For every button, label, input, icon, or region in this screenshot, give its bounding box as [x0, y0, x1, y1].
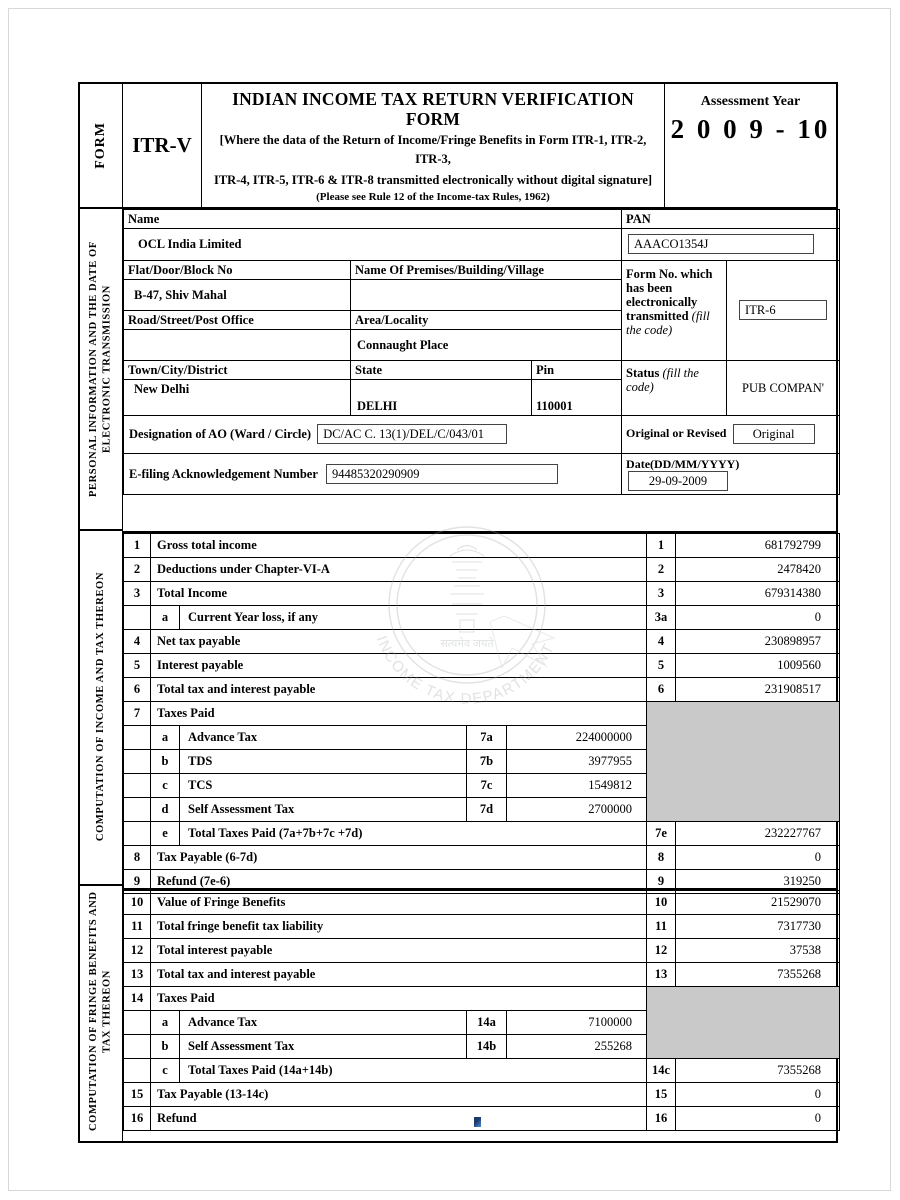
flat-value: B-47, Shiv Mahal	[124, 279, 351, 310]
row-code: 14c	[647, 1058, 676, 1082]
row-sub-letter: e	[151, 821, 180, 845]
row-number: 13	[124, 962, 151, 986]
row-label: Total Taxes Paid (7a+7b+7c +7d)	[180, 821, 647, 845]
pin-label: Pin	[532, 360, 622, 379]
table-row	[124, 557, 840, 581]
area-value: Connaught Place	[351, 329, 622, 360]
form-subtitle-line1: [Where the data of the Return of Income/Fringe Benefits in Form ITR-1, ITR-2, ITR-3,	[219, 133, 647, 166]
row-label: TCS	[180, 773, 467, 797]
row-value: 0	[676, 605, 840, 629]
original-or-revised-cell	[622, 415, 840, 453]
form-code-cell	[123, 84, 202, 207]
table-row	[124, 581, 840, 605]
table-row	[124, 962, 840, 986]
ao-label: Designation of AO (Ward / Circle)	[129, 427, 312, 441]
row-value: 7355268	[676, 1058, 840, 1082]
date-label: Date(DD/MM/YYYY)	[626, 456, 740, 471]
row-code: 8	[647, 845, 676, 869]
state-label: State	[351, 360, 532, 379]
status-label-italic: (fill the code)	[626, 365, 699, 394]
table-row	[124, 821, 840, 845]
row-code: 15	[647, 1082, 676, 1106]
town-value: New Delhi	[124, 379, 351, 415]
row-number-blank	[124, 605, 151, 629]
row-label: Total interest payable	[151, 938, 647, 962]
computation-of-income-table	[123, 533, 840, 894]
table-row	[124, 938, 840, 962]
form-subtitle-line2: ITR-4, ITR-5, ITR-6 & ITR-8 transmitted electronically without digital signature]	[213, 172, 653, 187]
table-row	[124, 605, 840, 629]
table-row	[124, 701, 840, 725]
table-row	[124, 845, 840, 869]
table-row	[124, 1106, 840, 1130]
row-number: 2	[124, 557, 151, 581]
row-inner-code: 7c	[467, 773, 507, 797]
table-row	[124, 677, 840, 701]
table-row	[124, 890, 840, 914]
form-word-cell	[80, 84, 123, 207]
row-label: Advance Tax	[180, 725, 467, 749]
row-code: 11	[647, 914, 676, 938]
row-value: 681792799	[676, 533, 840, 557]
row-number: 16	[124, 1106, 151, 1130]
row-number: 7	[124, 701, 151, 725]
row-number: 11	[124, 914, 151, 938]
table-row	[124, 360, 840, 379]
row-label: Deductions under Chapter-VI-A	[151, 557, 647, 581]
row-number: 9	[124, 869, 151, 893]
row-code: 4	[647, 629, 676, 653]
gray-filler-block	[647, 986, 840, 1058]
row-label: Value of Fringe Benefits	[151, 890, 647, 914]
gray-filler-block	[647, 701, 840, 821]
form-no-field-cell[interactable]	[727, 260, 840, 360]
road-label: Road/Street/Post Office	[124, 310, 351, 329]
form-no-label-italic: (fill the code)	[626, 308, 710, 337]
row-inner-value: 2700000	[507, 797, 647, 821]
ao-cell	[124, 415, 622, 453]
premises-value	[351, 279, 622, 310]
row-number-blank	[124, 725, 151, 749]
row-label: Total Taxes Paid (14a+14b)	[180, 1058, 647, 1082]
row-label: Net tax payable	[151, 629, 647, 653]
pin-value: 110001	[532, 379, 622, 415]
row-label: Total Income	[151, 581, 647, 605]
pan-field-cell[interactable]	[622, 228, 840, 260]
table-row	[124, 209, 840, 228]
pan-label: PAN	[622, 209, 840, 228]
status-value: PUB COMPAN'	[727, 360, 840, 415]
row-inner-value: 3977955	[507, 749, 647, 773]
row-number-blank	[124, 773, 151, 797]
row-number: 6	[124, 677, 151, 701]
table-row	[124, 228, 840, 260]
table-row	[124, 653, 840, 677]
state-value: DELHI	[351, 379, 532, 415]
ack-value[interactable]: 94485320290909	[326, 464, 558, 484]
row-code: 7e	[647, 821, 676, 845]
side-label-personal-text: PERSONAL INFORMATION AND THE DATE OF ELECTRONIC TRANSMISSION	[88, 240, 113, 497]
premises-label: Name Of Premises/Building/Village	[351, 260, 622, 279]
row-inner-code: 7d	[467, 797, 507, 821]
area-label: Area/Locality	[351, 310, 622, 329]
side-label-personal-information	[80, 209, 122, 531]
table-row	[124, 914, 840, 938]
row-label: Tax Payable (13-14c)	[151, 1082, 647, 1106]
row-number-blank	[124, 1010, 151, 1034]
row-label: Gross total income	[151, 533, 647, 557]
side-label-income-text: COMPUTATION OF INCOME AND TAX THEREON	[95, 572, 107, 842]
form-body	[78, 209, 838, 1143]
computation-of-fringe-benefits-section	[123, 890, 836, 1141]
computation-of-income-section	[123, 533, 836, 890]
row-value: 0	[676, 845, 840, 869]
row-code: 1	[647, 533, 676, 557]
row-inner-code: 14b	[467, 1034, 507, 1058]
row-number-blank	[124, 749, 151, 773]
row-code: 2	[647, 557, 676, 581]
row-value: 231908517	[676, 677, 840, 701]
row-number: 1	[124, 533, 151, 557]
form-title-cell	[202, 84, 665, 207]
row-value: 0	[676, 1106, 840, 1130]
row-value: 37538	[676, 938, 840, 962]
row-value: 2478420	[676, 557, 840, 581]
road-value	[124, 329, 351, 360]
row-inner-code: 14a	[467, 1010, 507, 1034]
status-label: Status	[626, 365, 660, 380]
personal-information-section	[123, 209, 836, 533]
ack-label: E-filing Acknowledgement Number	[129, 466, 318, 481]
row-inner-code: 7b	[467, 749, 507, 773]
row-label: Total tax and interest payable	[151, 677, 647, 701]
table-row	[124, 453, 840, 495]
row-value: 319250	[676, 869, 840, 893]
row-code: 13	[647, 962, 676, 986]
row-number: 5	[124, 653, 151, 677]
original-label: Original or Revised	[626, 426, 727, 441]
row-label: Interest payable	[151, 653, 647, 677]
row-value: 679314380	[676, 581, 840, 605]
table-row	[124, 1058, 840, 1082]
name-value: OCL India Limited	[124, 228, 622, 260]
row-number: 12	[124, 938, 151, 962]
watermark-text: INCOME TAX DEPARTMENT	[372, 633, 559, 708]
row-code: 3a	[647, 605, 676, 629]
table-row	[124, 260, 840, 279]
row-label: Refund (7e-6)	[151, 869, 647, 893]
row-sub-letter: b	[151, 1034, 180, 1058]
row-sub-letter: a	[151, 1010, 180, 1034]
ao-value[interactable]: DC/AC C. 13(1)/DEL/C/043/01	[317, 424, 507, 444]
page-artifact-mark	[474, 1117, 481, 1127]
row-value: 0	[676, 1082, 840, 1106]
row-label: Total fringe benefit tax liability	[151, 914, 647, 938]
row-inner-value: 224000000	[507, 725, 647, 749]
section-side-labels	[80, 209, 123, 1141]
row-number: 4	[124, 629, 151, 653]
row-code: 5	[647, 653, 676, 677]
form-sections	[123, 209, 836, 1141]
form-rule-note: (Please see Rule 12 of the Income-tax Rules, 1962)	[316, 190, 550, 203]
row-label: Total tax and interest payable	[151, 962, 647, 986]
row-value: 232227767	[676, 821, 840, 845]
personal-information-table	[123, 209, 840, 496]
row-inner-code: 7a	[467, 725, 507, 749]
row-number: 3	[124, 581, 151, 605]
row-number-blank	[124, 1058, 151, 1082]
row-sub-letter: d	[151, 797, 180, 821]
row-number-blank	[124, 797, 151, 821]
pan-value[interactable]: AAACO1354J	[628, 234, 814, 254]
row-sub-letter: c	[151, 773, 180, 797]
row-sub-letter: a	[151, 605, 180, 629]
original-value[interactable]: Original	[733, 424, 815, 444]
assessment-year-cell	[665, 84, 836, 207]
row-value: 1009560	[676, 653, 840, 677]
computation-of-fringe-benefits-table	[123, 890, 840, 1131]
row-code: 6	[647, 677, 676, 701]
itr-v-form	[78, 82, 838, 1143]
table-row	[124, 629, 840, 653]
date-value[interactable]: 29-09-2009	[628, 471, 728, 491]
row-label: Tax Payable (6-7d)	[151, 845, 647, 869]
row-sub-letter: b	[151, 749, 180, 773]
status-label-cell	[622, 360, 727, 415]
page-title: INDIAN INCOME TAX RETURN VERIFICATION FORM	[232, 89, 634, 130]
row-number-blank	[124, 1034, 151, 1058]
form-no-value[interactable]: ITR-6	[739, 300, 827, 320]
row-inner-value: 1549812	[507, 773, 647, 797]
row-label: Refund	[151, 1106, 647, 1130]
row-label: Self Assessment Tax	[180, 1034, 467, 1058]
form-no-label-cell	[622, 260, 727, 360]
ack-cell	[124, 453, 622, 495]
row-label: TDS	[180, 749, 467, 773]
row-inner-value: 7100000	[507, 1010, 647, 1034]
row-code: 9	[647, 869, 676, 893]
row-number: 15	[124, 1082, 151, 1106]
table-row	[124, 415, 840, 453]
form-header	[78, 82, 838, 209]
form-no-label: Form No. which has been electronically transmitted	[626, 266, 713, 323]
row-value: 7355268	[676, 962, 840, 986]
watermark-motto: सत्यमेव जयते	[440, 638, 494, 650]
form-word-label: FORM	[93, 121, 108, 169]
row-code: 3	[647, 581, 676, 605]
row-number: 8	[124, 845, 151, 869]
form-code-label: ITR-V	[132, 132, 192, 157]
row-number-blank	[124, 821, 151, 845]
date-cell	[622, 453, 840, 495]
table-row	[124, 986, 840, 1010]
assessment-year-value: 2 0 0 9 - 10	[670, 114, 831, 144]
row-sub-letter: a	[151, 725, 180, 749]
row-label: Self Assessment Tax	[180, 797, 467, 821]
row-label: Taxes Paid	[151, 986, 647, 1010]
side-label-computation-of-fringe-benefits	[80, 886, 122, 1137]
row-number: 10	[124, 890, 151, 914]
row-code: 16	[647, 1106, 676, 1130]
row-code: 12	[647, 938, 676, 962]
row-value: 230898957	[676, 629, 840, 653]
row-value: 21529070	[676, 890, 840, 914]
row-sub-letter: c	[151, 1058, 180, 1082]
row-number: 14	[124, 986, 151, 1010]
row-label: Advance Tax	[180, 1010, 467, 1034]
table-row	[124, 533, 840, 557]
row-label: Taxes Paid	[151, 701, 647, 725]
flat-label: Flat/Door/Block No	[124, 260, 351, 279]
row-label: Current Year loss, if any	[180, 605, 647, 629]
row-value: 7317730	[676, 914, 840, 938]
row-inner-value: 255268	[507, 1034, 647, 1058]
side-label-computation-of-income	[80, 531, 122, 886]
town-label: Town/City/District	[124, 360, 351, 379]
side-label-fringe-text: COMPUTATION OF FRINGE BENEFITS AND TAX THEREON	[88, 891, 113, 1131]
table-row	[124, 1082, 840, 1106]
row-code: 10	[647, 890, 676, 914]
assessment-year-label: Assessment Year	[700, 94, 801, 109]
name-label: Name	[124, 209, 622, 228]
